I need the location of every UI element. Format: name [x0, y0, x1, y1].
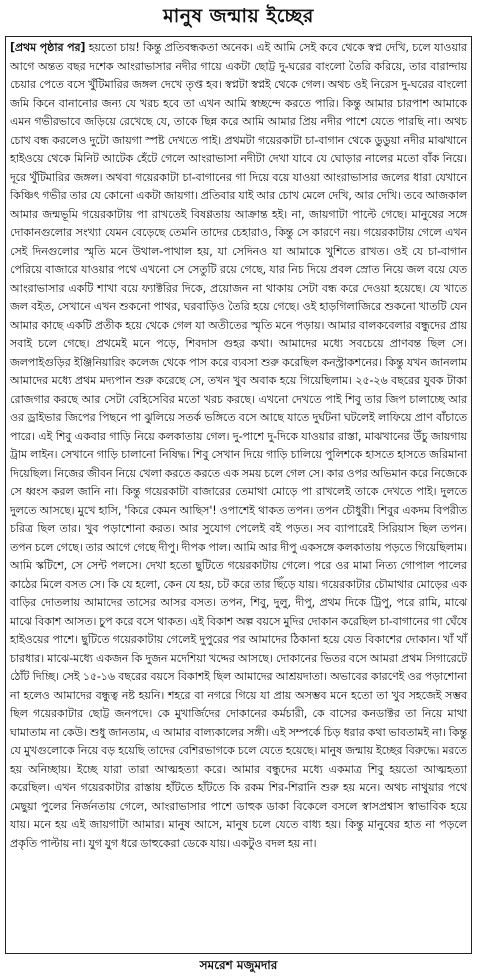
headline: মানুষ জন্মায় ইচ্ছের	[163, 5, 314, 27]
continued-from-front-page: [প্রথম পৃষ্ঠার পর]	[10, 41, 86, 54]
author-byline: সমরেশ মজুমদার	[199, 958, 278, 972]
article-box	[5, 36, 472, 954]
article-body: হয়তো চায়! কিন্তু প্রতিবন্ধকতা অনেক। এই আমি সেই কবে থেকে স্বপ্ন দেখি, চলে যাওয়ার আগে অন্তত বছর দশেক আংরাভাসার নদীর গায়ে একটা ছোট্ট দু-ঘরের বাংলো তৈরি করিয়ে, তার বারান্দায় চেয়ার পেতে বসে খুঁটিমারির জঙ্গল দেখে তৃপ্ত হব। স্বপ্নটা স্বপ্নই থেকে গেল। অথচ ওই নিরেস দু-ঘরের বাংলো জমি কিনে বানানোর জন্য যে খরচ হবে তা এখন আমি স্বচ্ছন্দে করতে পারি। কিন্তু আমার চারপাশ আমাকে এমন গভীরভাবে জড়িয়ে রেখেছে যে, তাকে ছিন্ন করে আমি আমার প্রিয় নদীর পাশে যেতে পারছি না। অথচ চোখ বন্ধ করলেও দুটো জায়গা স্পষ্ট দেখতে পাই। প্রথমটা গয়েরকাটা চা-বাগান থেকে ডুডুয়া নদীর মাঝখানে হাইওয়ে থেকে মিনিট আটেক হেঁটে গেলে আংরাভাসা নদীটা দেখা যাবে যে ঘোড়ার নালের মতো বাঁক নিয়ে। দূরে খুঁটিমারির জঙ্গল। অথবা গয়েরকাটা চা-বাগানের গা দিয়ে বয়ে যাওয়া আংরাভাসার জলের ধারা যেখানে কিঞ্চিৎ গভীর তার যে কোনো একটা জায়গা। প্রতিবার যাই আর চোখ মেলে দেখি, আর দেখি। তবে আজকাল আমার জন্মভূমি গয়েরকাটায় পা রাখতেই বিষণ্ণতায় আক্রান্ত হই। না, জায়গাটা পাল্টে গেছে। মানুষের সঙ্গে দোকানগুলোর সংখ্যা যেমন বেড়েছে তেমনি তাদের চেহারাও, কিন্তু সে কারণে নয়। গয়েরকাটায় গেলে এখন সেই দিনগুলোর স্মৃতি মনে উথাল-পাথাল হয়, যা সেদিনও যা আমাকে খুশিতে রাখত। ওই যে চা-বাগান পেরিয়ে বাজারে যাওয়ার পথে এখনো সে সেতুটি রয়ে গেছে, যার নিচ দিয়ে প্রবল স্রোত নিয়ে জল বয়ে যেত আংরাভাসার একটি শাখা বয়ে ফ্যাক্টরির দিকে, প্রয়োজন না থাকায় সেটা বন্ধ করে দেওয়া হয়েছে। যে খাতে জল বইত, সেখানে এখন শুকনো পাথর, ঘরবাড়িও তৈরি হয়ে গেছে। ওই হাড়গিলাজিরে শুকনো খাতটি যেন আমার কাছে একটি প্রতীক হয়ে থেকে গেল যা অতীতের স্মৃতি মনে পড়ায়। আমার বালকবেলার বন্ধুদের প্রায় সবাই চলে গেছে। প্রথমেই মনে পড়ে, শিবদাস গুহর কথা। আমাদের মধ্যে সবচেয়ে প্রাণবন্ত ছিল সে। জলপাইগুড়ির ইঞ্জিনিয়ারিং কলেজ থেকে পাস করে ব্যবসা শুরু করেছিল কনস্ট্রাকশনের। কিন্তু যখন জানলাম আমাদের মধ্যে প্রথম মদ্যপান শুরু করেছে সে, তখন খুব অবাক হয়ে গিয়েছিলাম। ২৫-২৬ বছরের যুবক টাকা রোজগার করছে আর সেটা বেহিসেবির মতো খরচ করছে। এখনো দেখতে পাই শিবু তার জিপ চালাচ্ছে আর ওর ড্রাইভার জিপের পিছনে পা ঝুলিয়ে সতর্ক ভঙ্গিতে বসে আছে যাতে দুর্ঘটনা ঘটলেই লাফিয়ে প্রাণ বাঁচাতে পারে। এই শিবু একবার গাড়ি নিয়ে কলকাতায় গেল। দু-পাশে দু-দিকে যাওয়ার রাস্তা, মাঝখানের উঁচু জায়গায় ট্রাম লাইন। সেখানে গাড়ি চালানো নিষিদ্ধ। শিবু সেখান দিয়ে গাড়ি চালিয়ে পুলিশকে হাসতে হাসতে জরিমানা দিয়েছিল। নিজের জীবন নিয়ে খেলা করতে করতে এক সময় চলে গেল সে। কার ওপর অভিমান করে নিজেকে সে ধ্বংস করল জানি না। কিন্তু গয়েরকাটা বাজারের তেমাথা মোড়ে পা রাখলেই তাকে দেখতে পাই। দুলতে দুলতে আসছে। মুখে হাসি, 'কিরে কেমন আছিস'! ওপাশেই থাকত তপন। তপন চৌধুরী। শিবুর একদম বিপরীত চরিত্র ছিল তার। খুব পড়াশোনা করত। আর সুযোগ পেলেই বই পড়ত। সব ব্যাপারেই সিরিয়াস ছিল তপন। তপন চলে গেছে। তার আগে গেছে দীপু। দীপক পাল। আমি আর দীপু একসঙ্গে কলকাতায় পড়তে গিয়েছিলাম। আমি স্কটিশে, সে সেন্ট পলসে। দেখা হতো ছুটিতে গয়েরকাটায় গেলে। পরে ওর মামা নিত্য গোপাল পালের কাঠের মিলে বসত সে। কি যে হলো, কেন যে হয়, চট করে তার ছিঁড়ে যায়। গয়েরকাটার চৌমাথার মোড়ের এক বাড়ির দোতলায় আমাদের তাসের আসর বসত। তপন, শিবু, দুলু, দীপু, প্রথম দিকে ট্রিপু, পরে রামি, মাঝে মাঝে বিকাশ আসত। চুপ করে বসে থাকত। এই বিকাশ অল্প বয়সে মুদির দোকান করেছিল চা-বাগানের গা ঘেঁষে হাইওয়ের পাশে। ছুটিতে গয়েরকাটায় গেলেই দুপুরের পর আমাদের ঠিকানা হয়ে যেত বিকাশের দোকান। খাঁ খাঁ চারধার। মাঝে-মধ্যে একজন কি দুজন মদেশিয়া খদ্দের আসছে। দোকানের ভিতর বসে আমরা প্রথম সিগারেটে ঠোঁট দিচ্ছি। সেই ১৫-১৬ বছরের বয়সে বিকাশই ছিল আমাদের আশ্রয়দাতা। অভাবের কারণেই ওর পড়াশোনা না হলেও আমাদের বন্ধুত্ব নষ্ট হয়নি। শহরে বা নগরে গিয়ে যা প্রায় অসম্ভব মনে হতো তা খুব সহজেই সম্ভব ছিল গয়েরকাটার ছোট্ট জনপদে। কে মুখার্জিদের দোকানের কর্মচারী, কে বাসের কনডাক্টর তা নিয়ে মাথা ঘামাতাম না কেউ। শুধু জানতাম, এ আমার বাল্যকালের সঙ্গী। এই সম্পর্কে চিড় ধরার কথা ভাবতামই না। কিন্তু যে মুখগুলোকে নিয়ে বড় হয়েছি তাদের বেশিরভাগকে চলে যেতে হয়েছে। মানুষ জন্মায় ইচ্ছের বিরুদ্ধে। মরতে হয় অনিচ্ছায়। ইচ্ছে যারা তারা আত্মহত্যা করে। আমার বন্ধুদের মধ্যে একমাত্র শিবু হয়তো আত্মহত্যা করেছিল। এখন গয়েরকাটার রাস্তায় হাঁটতে হাঁটতে কি রকম শির-শিরানি শুরু হয় মনে। অথচ নাথুয়ার পথে মেছুয়া পুলের নির্জনতায় গেলে, আংরাভাসার পাশে ডাহুক ডাকা বিকেলে বসলে স্বাসপ্রশ্বাস স্বাভাবিক হয়ে যায়। মনে হয় এই জায়গাটা আমার। মানুষ আসে, মানুষ চলে যেতে বাধ্য হয়। কিন্তু মানুষের হাত না পড়লে প্রকৃতি পাল্টায় না। যুগ যুগ ধরে ডাহুকেরা ডেকে যায়। একটুও বদল হয় না।	[10, 41, 467, 850]
